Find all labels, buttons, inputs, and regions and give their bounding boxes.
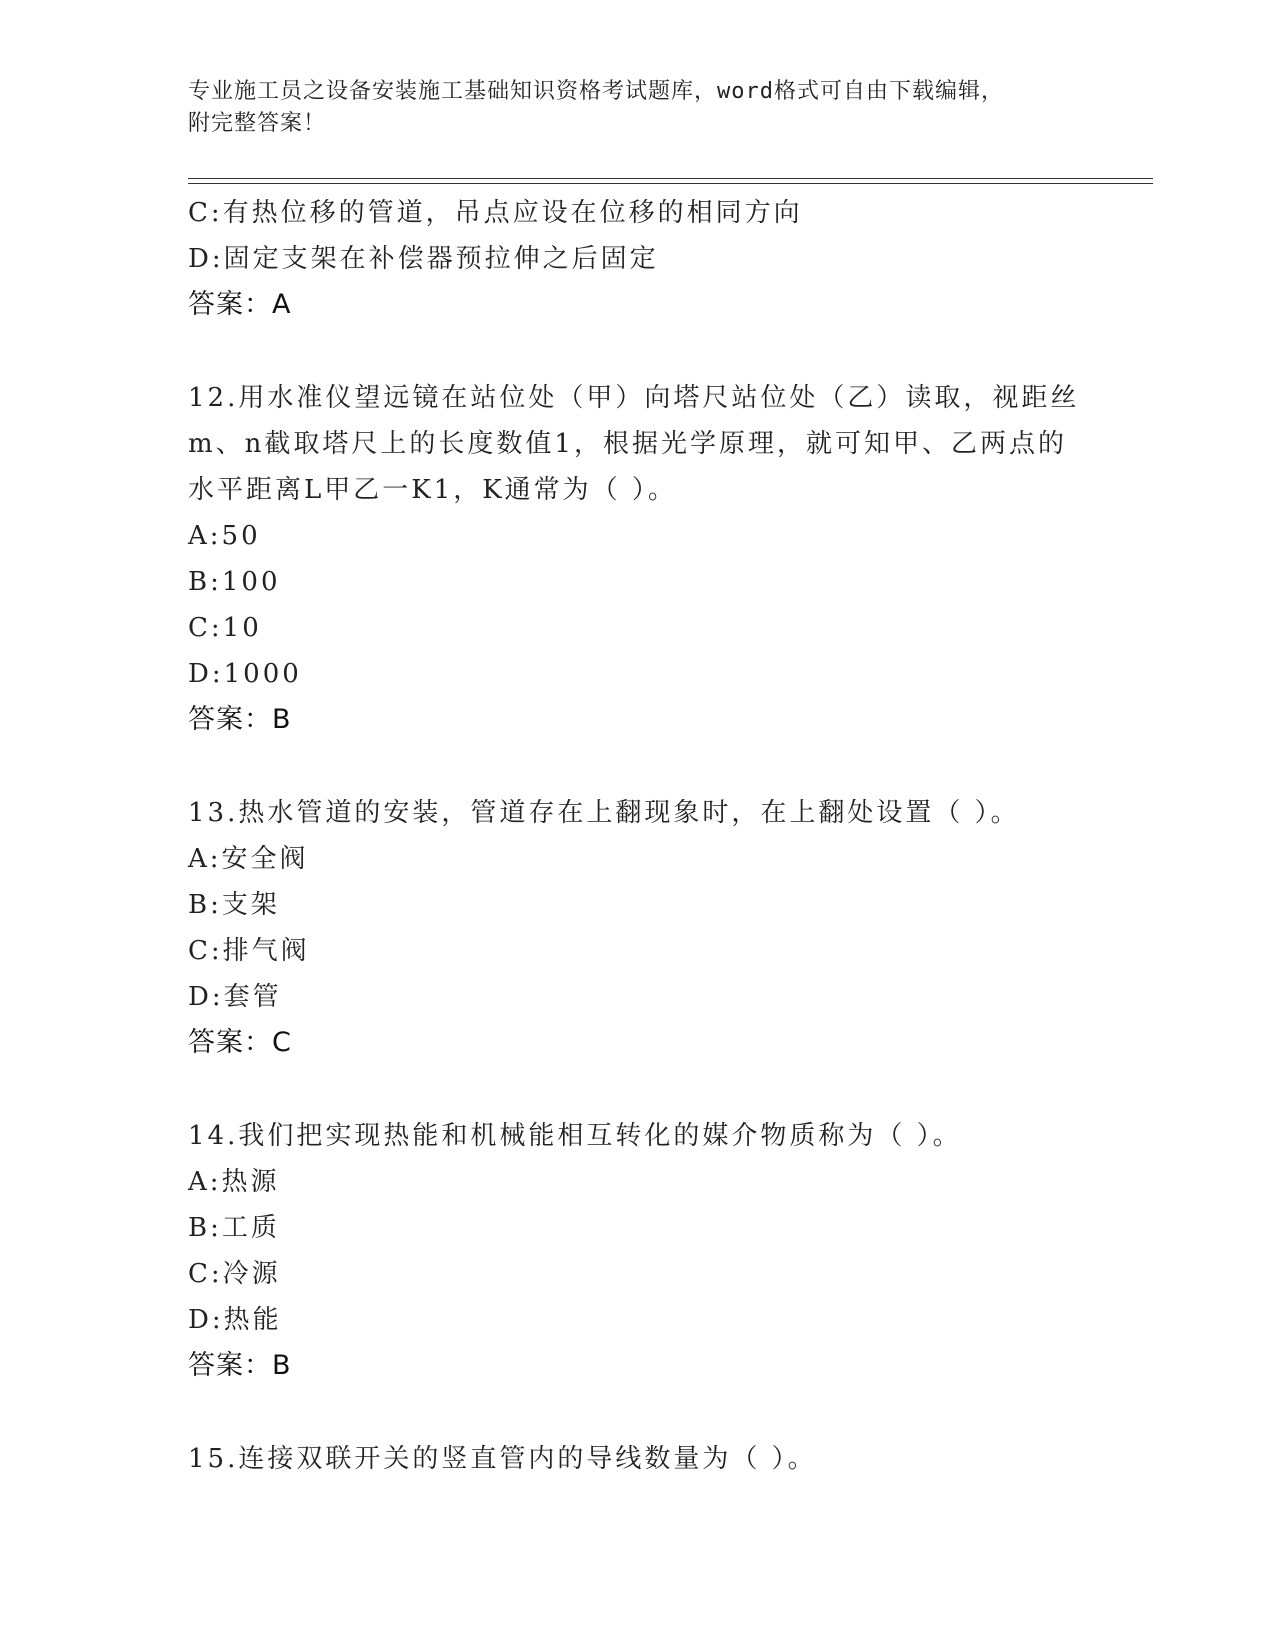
spacer (188, 328, 1108, 375)
header-line-1: 专业施工员之设备安装施工基础知识资格考试题库，word格式可自由下载编辑， (188, 79, 1004, 104)
question-12 (188, 375, 1108, 743)
option-b: B:100 (188, 567, 281, 597)
question-stem-line: m、n截取塔尺上的长度数值1，根据光学原理，就可知甲、乙两点的 (188, 429, 1067, 459)
spacer (188, 1389, 1108, 1436)
header-line-2: 附完整答案！ (188, 111, 327, 136)
option-a: A:热源 (188, 1167, 280, 1197)
page-header (188, 76, 1068, 140)
question-15 (188, 1436, 1108, 1482)
option-b: B:工质 (188, 1213, 280, 1243)
option-c: C:冷源 (188, 1259, 281, 1289)
question-stem-line: 14.我们把实现热能和机械能相互转化的媒介物质称为（ ）。 (188, 1121, 962, 1151)
spacer (188, 743, 1108, 790)
option-d: D:固定支架在补偿器预拉伸之后固定 (188, 244, 659, 274)
option-d: D:1000 (188, 659, 302, 689)
spacer (188, 1066, 1108, 1113)
option-a: A:50 (188, 521, 261, 551)
option-c: C:排气阀 (188, 936, 310, 966)
question-11-tail (188, 190, 1108, 328)
question-stem-line: 12.用水准仪望远镜在站位处（甲）向塔尺站位处（乙）读取，视距丝 (188, 383, 1080, 413)
question-14 (188, 1113, 1108, 1389)
answer-line: 答案：B (188, 704, 292, 735)
question-list (188, 190, 1108, 1482)
answer-line: 答案：B (188, 1350, 292, 1381)
question-13 (188, 790, 1108, 1066)
question-stem-line: 13.热水管道的安装，管道存在上翻现象时，在上翻处设置（ ）。 (188, 798, 1020, 828)
header-divider-bottom (188, 183, 1153, 184)
option-d: D:热能 (188, 1305, 282, 1335)
question-stem-line: 水平距离L甲乙一K1，K通常为（ ）。 (188, 475, 677, 505)
answer-line: 答案：A (188, 289, 292, 320)
header-divider-top (188, 178, 1153, 179)
option-a: A:安全阀 (188, 844, 309, 874)
answer-line: 答案：C (188, 1027, 292, 1058)
option-c: C:10 (188, 613, 262, 643)
option-d: D:套管 (188, 982, 282, 1012)
option-c: C:有热位移的管道，吊点应设在位移的相同方向 (188, 198, 803, 228)
question-stem-line: 15.连接双联开关的竖直管内的导线数量为（ ）。 (188, 1444, 817, 1474)
option-b: B:支架 (188, 890, 280, 920)
